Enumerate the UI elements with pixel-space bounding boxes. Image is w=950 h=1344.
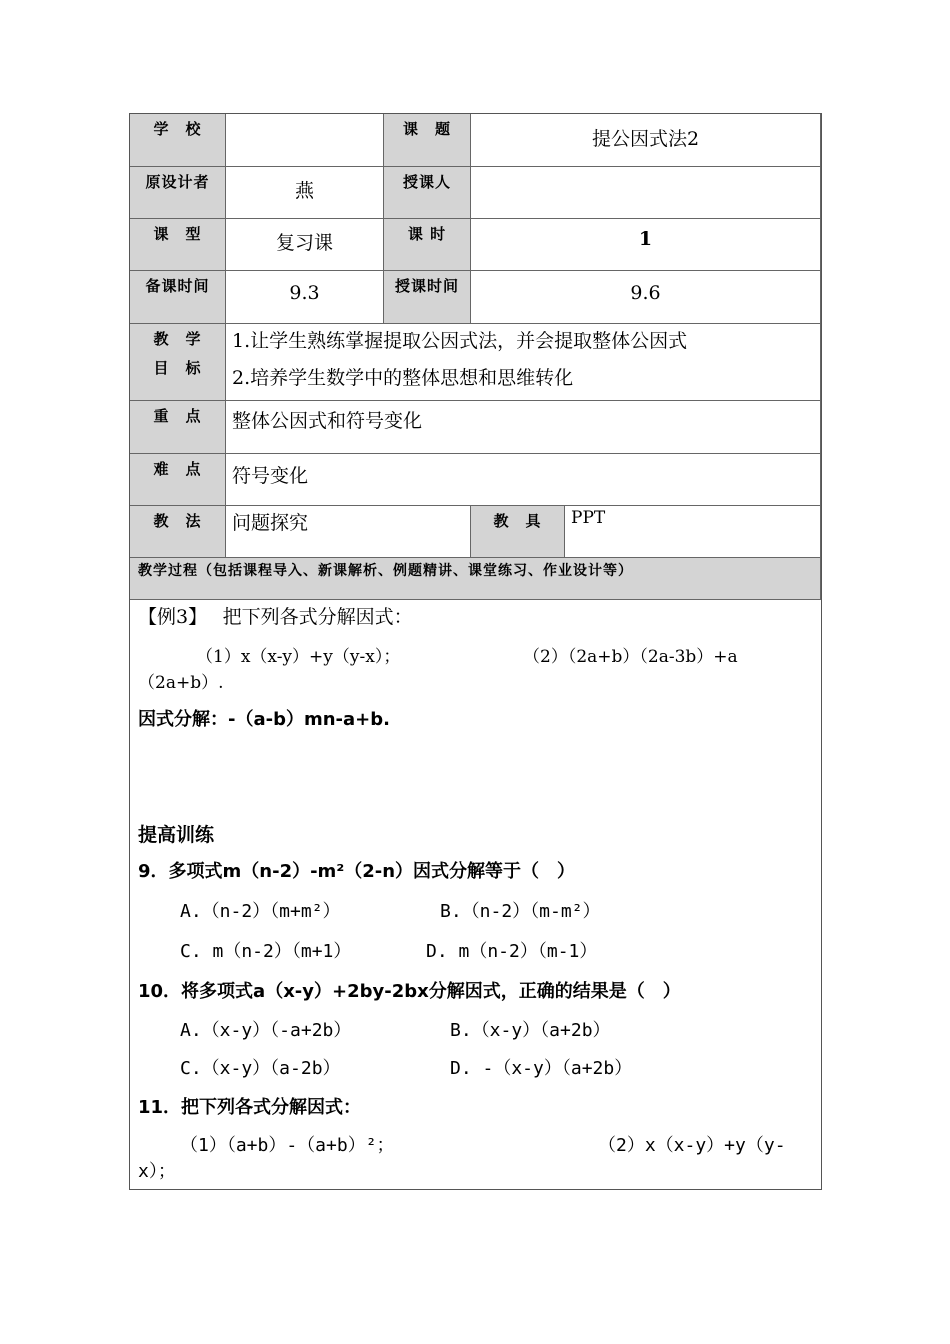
difficulty-value: 符号变化 [226,454,821,506]
school-value [226,114,384,167]
topic-value: 提公因式法2 [471,114,821,167]
lesson-plan-table [129,113,822,1190]
difficulty-label: 难 点 [130,454,226,506]
process-body [130,600,821,1189]
example-3-part-1: （1）x（x-y）+y（y-x）； [196,647,401,667]
type-label: 课 型 [130,219,226,271]
goal-2: 2.培养学生数学中的整体思想和思维转化 [232,367,574,389]
question-9-option-d: D. m（n-2）（m-1） [426,941,598,962]
key-points-label: 重 点 [130,401,226,454]
process-header: 教学过程（包括课程导入、新课解析、例题精讲、课堂练习、作业设计等） [130,558,821,600]
goals-label-line1: 教 学 [153,330,202,348]
goal-1: 1.让学生熟练掌握提取公因式法，并会提取整体公因式 [232,330,688,352]
goals-value [226,324,821,401]
question-9-option-a: A.（n-2）（m+m²） [180,901,341,922]
training-title: 提高训练 [138,824,215,846]
question-11-part-2: （2）x（x-y）+y（y- [598,1135,786,1156]
question-10-option-b: B.（x-y）（a+2b） [450,1020,611,1041]
method-label: 教 法 [130,506,226,558]
tool-label: 教 具 [471,506,565,558]
question-10: 10．将多项式a（x-y）+2by-2bx分解因式，正确的结果是（ ） [138,981,681,1002]
example-3-part-2: （2）（2a+b）（2a-3b）+a [523,647,738,667]
example-3-title: 【例3】 把下列各式分解因式： [138,606,413,628]
key-points-value: 整体公因式和符号变化 [226,401,821,454]
question-9-option-c: C. m（n-2）（m+1） [180,941,352,962]
question-10-option-a: A.（x-y）（-a+2b） [180,1020,352,1041]
question-11: 11．把下列各式分解因式： [138,1097,362,1118]
goals-label [130,324,226,401]
hours-value: 1 [471,219,821,271]
teacher-label: 授课人 [384,167,471,219]
designer-label: 原设计者 [130,167,226,219]
method-value: 问题探究 [226,506,471,558]
question-11-part-2-continued: x）； [138,1161,176,1182]
designer-value: 燕 [226,167,384,219]
question-9: 9．多项式m（n-2）-m²（2-n）因式分解等于（ ） [138,861,576,882]
class-time-label: 授课时间 [384,271,471,324]
goals-label-line2: 目 标 [153,359,202,377]
question-11-part-1: （1）（a+b）-（a+b）²； [180,1135,395,1156]
teacher-value [471,167,821,219]
question-9-option-b: B.（n-2）（m-m²） [440,901,601,922]
example-3-part-2-continued: （2a+b）. [138,673,224,693]
tool-value: PPT [565,506,821,558]
class-time-value: 9.6 [471,271,821,324]
factor-line: 因式分解：-（a-b）mn-a+b. [138,709,390,730]
prep-time-label: 备课时间 [130,271,226,324]
question-10-option-c: C.（x-y）（a-2b） [180,1058,341,1079]
type-value: 复习课 [226,219,384,271]
topic-label: 课 题 [384,114,471,167]
question-10-option-d: D. -（x-y）（a+2b） [450,1058,633,1079]
school-label: 学 校 [130,114,226,167]
prep-time-value: 9.3 [226,271,384,324]
hours-label: 课 时 [384,219,471,271]
